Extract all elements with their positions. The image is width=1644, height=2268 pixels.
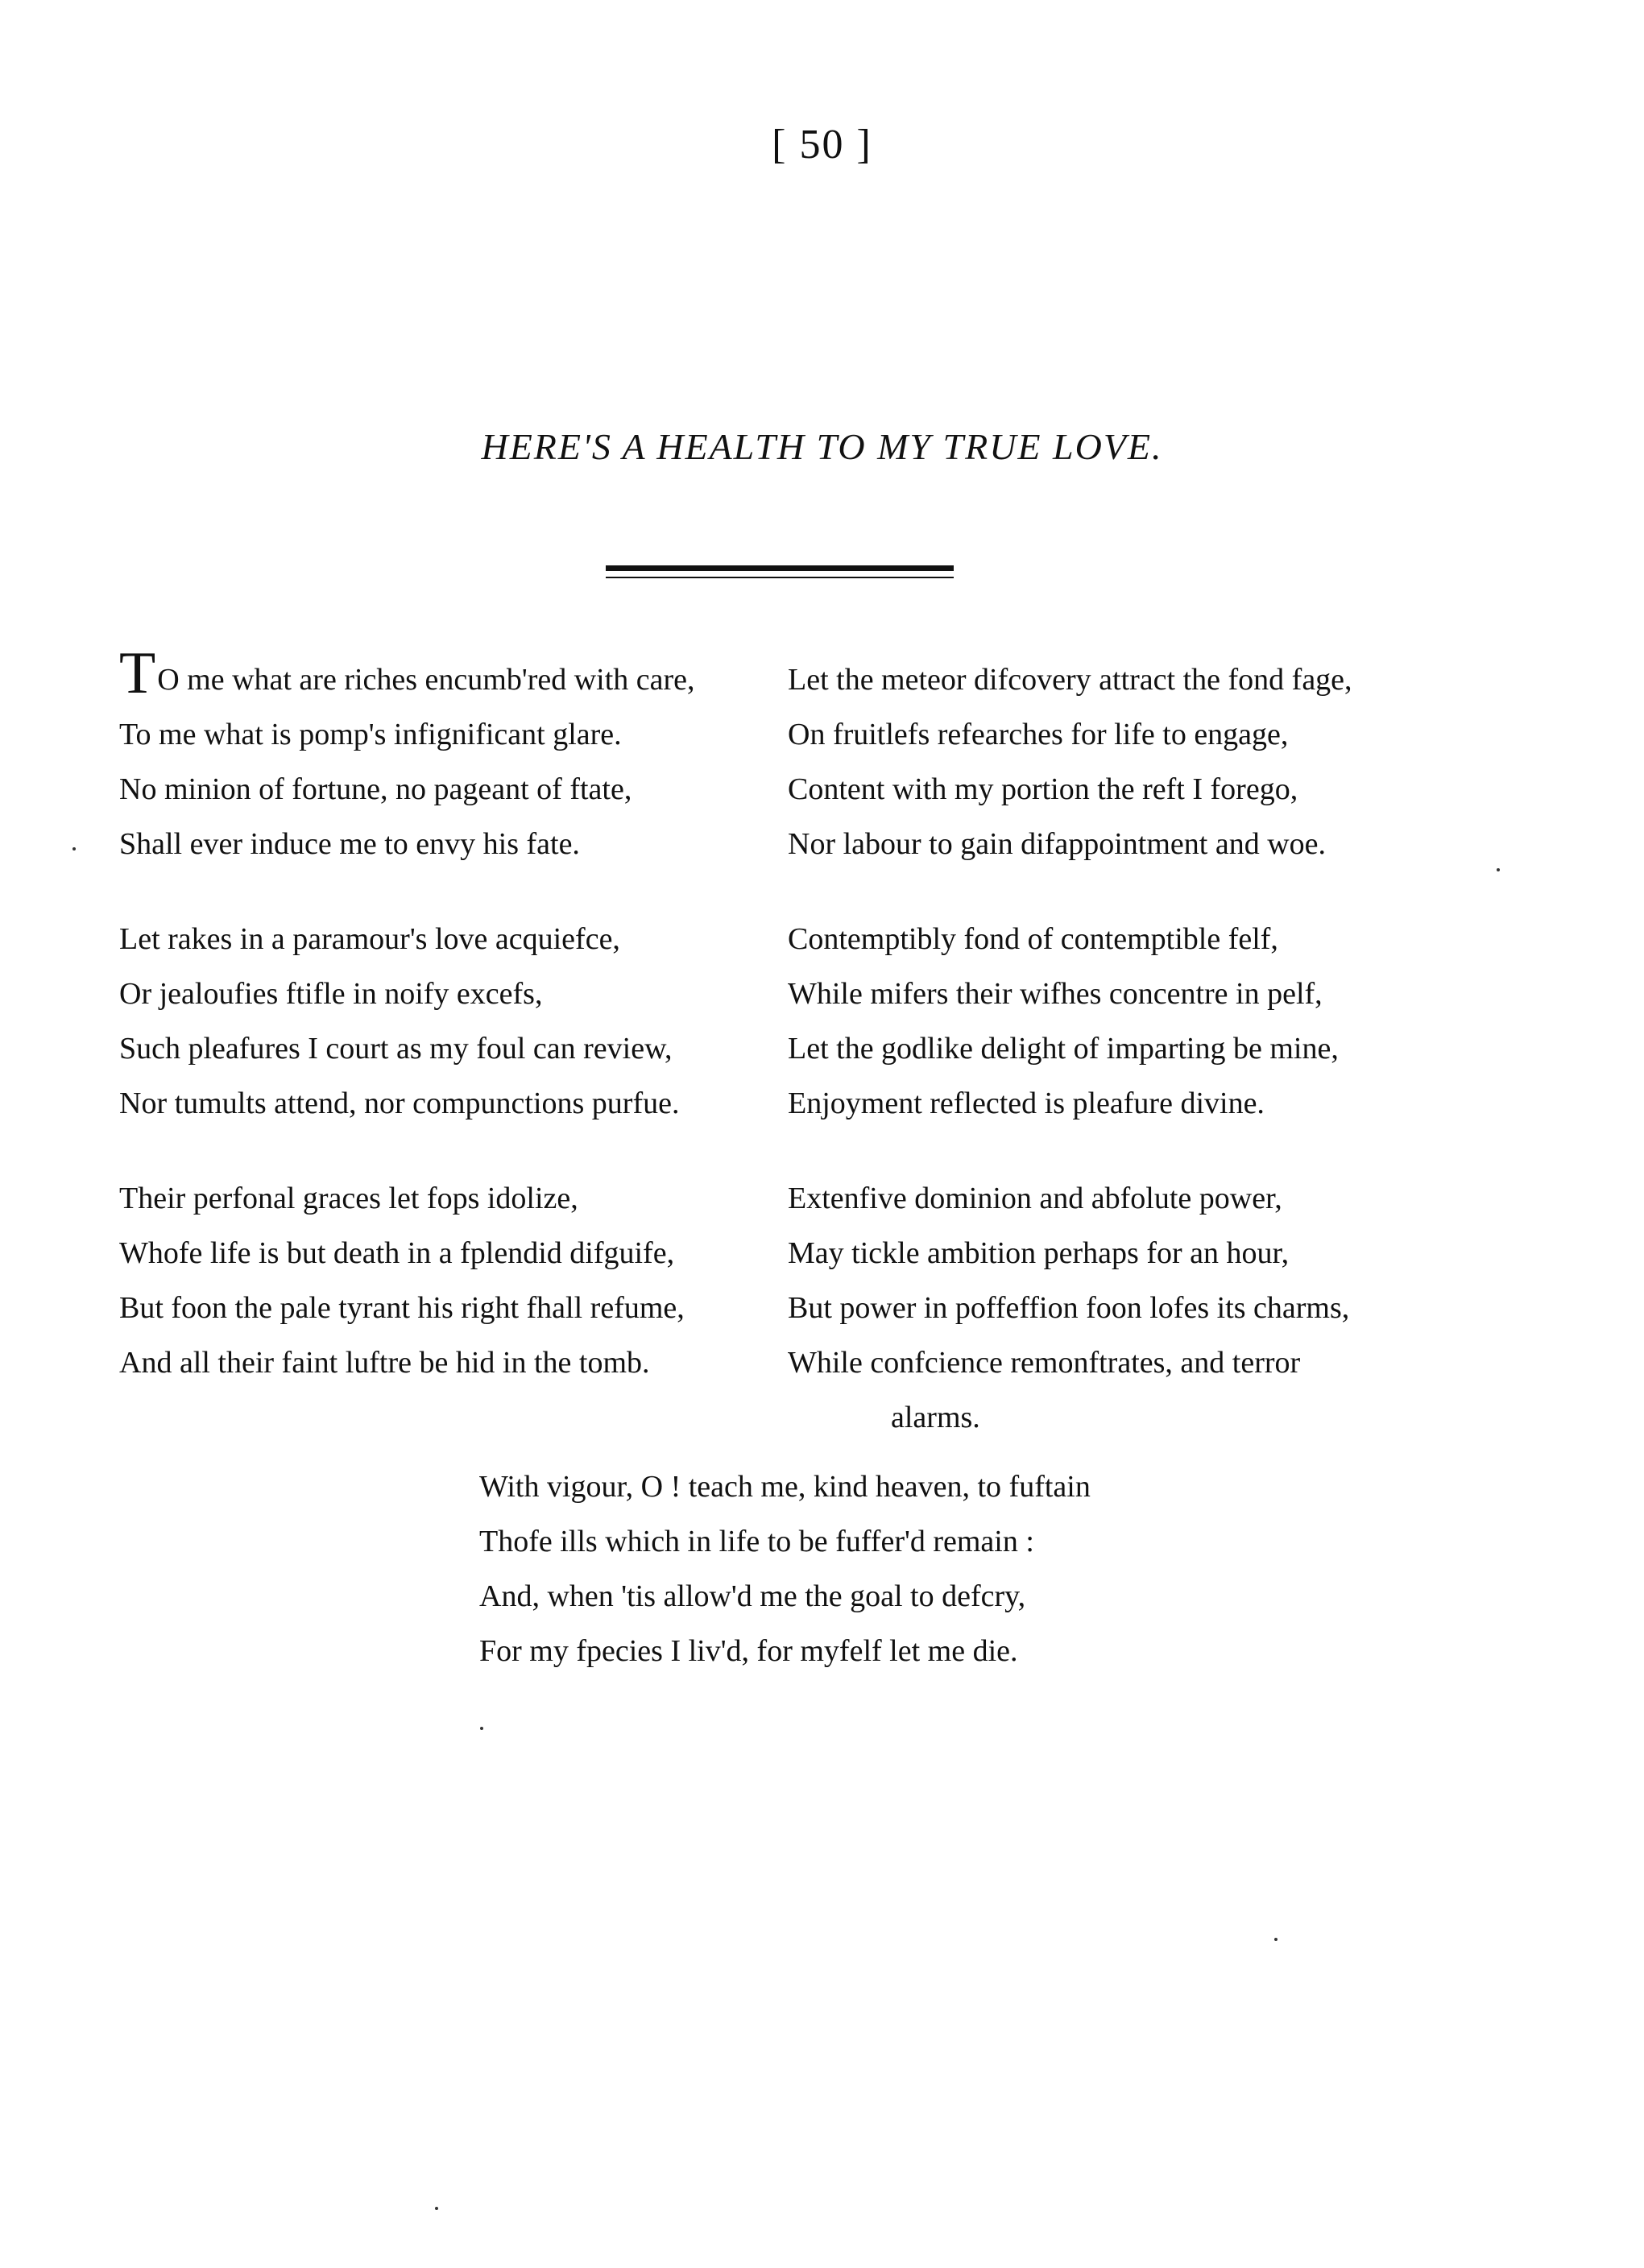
stanza <box>119 912 796 1131</box>
poem-line: Enjoyment reflected is pleafure divine. <box>788 1086 1265 1120</box>
right-column <box>788 652 1448 1485</box>
stanza <box>788 652 1448 871</box>
stanza <box>788 1171 1448 1445</box>
scan-speck <box>435 2207 438 2210</box>
stanza <box>119 640 796 871</box>
poem-line: Their perfonal graces let fops idolize, <box>119 1182 578 1215</box>
stanza <box>788 912 1448 1131</box>
poem-line: Whofe life is but death in a fplendid difguife, <box>119 1236 675 1270</box>
poem-line: Contemptibly fond of contemptible felf, <box>788 922 1278 956</box>
scan-speck <box>72 847 76 850</box>
poem-line: Nor labour to gain difappointment and woe. <box>788 827 1327 861</box>
poem-line: But foon the pale tyrant his right fhall refume, <box>119 1291 685 1325</box>
poem-line <box>119 640 796 707</box>
poem-line: May tickle ambition perhaps for an hour, <box>788 1236 1290 1270</box>
poem-line: For my fpecies I liv'd, for myfelf let me die. <box>479 1634 1018 1668</box>
poem-line: To me what is pomp's infignificant glare. <box>119 718 622 751</box>
divider-thick-line <box>606 565 954 571</box>
poem-line: Let the meteor difcovery attract the fond fage, <box>788 663 1352 697</box>
title-divider <box>606 565 954 578</box>
poem-line: On fruitlefs refearches for life to engage, <box>788 718 1289 751</box>
poem-line: Let the godlike delight of imparting be mine, <box>788 1032 1339 1066</box>
poem-line: While confcience remonftrates, and terror <box>788 1346 1301 1380</box>
poem-line-text: O me what are riches encumb'red with care, <box>157 663 695 697</box>
poem-line: Thofe ills which in life to be fuffer'd remain : <box>479 1525 1034 1558</box>
poem-line: But power in poffeffion foon lofes its charms, <box>788 1291 1350 1325</box>
page-number: [ 50 ] <box>772 122 872 168</box>
poem-line: Nor tumults attend, nor compunctions purfue. <box>119 1086 680 1120</box>
poem-line: Such pleafures I court as my foul can review, <box>119 1032 673 1066</box>
scan-speck <box>1274 1938 1278 1941</box>
stanza <box>119 1171 796 1390</box>
poem-line: And all their faint luftre be hid in the tomb. <box>119 1346 650 1380</box>
scan-speck <box>480 1727 483 1730</box>
poem-line-continuation: alarms. <box>891 1401 980 1434</box>
poem-line: Let rakes in a paramour's love acquiefce, <box>119 922 620 956</box>
poem-line: No minion of fortune, no pageant of ftate, <box>119 772 632 806</box>
poem-line: Extenfive dominion and abfolute power, <box>788 1182 1282 1215</box>
poem-line: Shall ever induce me to envy his fate. <box>119 827 580 861</box>
poem-line: Content with my portion the reft I forego, <box>788 772 1298 806</box>
left-column <box>119 640 796 1430</box>
final-stanza <box>479 1459 1091 1678</box>
divider-thin-line <box>606 577 954 578</box>
poem-line: And, when 'tis allow'd me the goal to defcry, <box>479 1579 1026 1613</box>
poem-line: Or jealoufies ftifle in noify excefs, <box>119 977 543 1011</box>
scan-speck <box>1497 868 1500 871</box>
drop-cap: T <box>119 640 156 706</box>
poem-line: With vigour, O ! teach me, kind heaven, to fuftain <box>479 1470 1091 1504</box>
poem-line: While mifers their wifhes concentre in pelf, <box>788 977 1323 1011</box>
poem-title: HERE'S A HEALTH TO MY TRUE LOVE. <box>481 426 1163 467</box>
